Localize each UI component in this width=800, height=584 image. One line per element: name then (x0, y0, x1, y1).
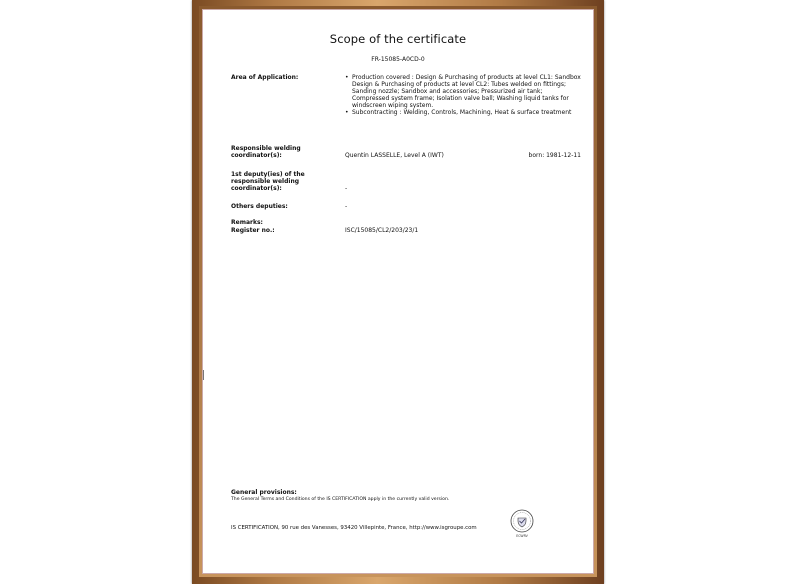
register-label: Register no.: (231, 227, 275, 234)
rwc-label: Responsible welding coordinator(s): (231, 145, 301, 159)
certificate-frame (192, 0, 604, 584)
margin-mark (203, 370, 204, 380)
area-item: • Subcontracting : Welding, Controls, Machining, Heat & surface treatment (345, 109, 581, 116)
register-value: ISC/15085/CL2/203/23/1 (345, 227, 419, 234)
others-label: Others deputies: (231, 203, 288, 210)
area-label: Area of Application: (231, 74, 299, 81)
area-value (345, 74, 581, 116)
page-title: Scope of the certificate (329, 32, 467, 46)
svg-text:ECWRV: ECWRV (516, 534, 528, 538)
general-provisions-text: The General Terms and Conditions of the IS CERTIFICATION apply in the currently valid version. (231, 497, 450, 502)
remarks-label: Remarks: (231, 219, 263, 226)
certificate-number: FR-15085-A0CD-0 (371, 56, 425, 63)
deputy-label: 1st deputy(ies) of the responsible welding coordinator(s): (231, 171, 305, 192)
footer-address: IS CERTIFICATION, 90 rue des Vanesses, 93420 Villepinte, France, http://www.isgroupe.com (231, 525, 477, 531)
others-value: - (345, 203, 348, 210)
rwc-born: born: 1981-12-11 (528, 152, 581, 159)
general-provisions-title: General provisions: (231, 489, 297, 496)
frame-inner (199, 6, 597, 577)
ecwrv-seal-icon (509, 509, 535, 539)
area-item: • Production covered : Design & Purchasing of products at level CL1: Sandbox Design & Purchasing of products at level CL2: Tubes welded on fittings; Sanding nozzle; Sandbox and accessories; Pressurized air tank; Compressed system frame; Isolation valve ball; Washing liquid tanks for windscreen wiping system. (345, 74, 581, 109)
rwc-value: Quentin LASSELLE, Level A (IWT) (345, 152, 444, 159)
certificate-page (202, 9, 594, 574)
deputy-value: - (345, 185, 348, 192)
